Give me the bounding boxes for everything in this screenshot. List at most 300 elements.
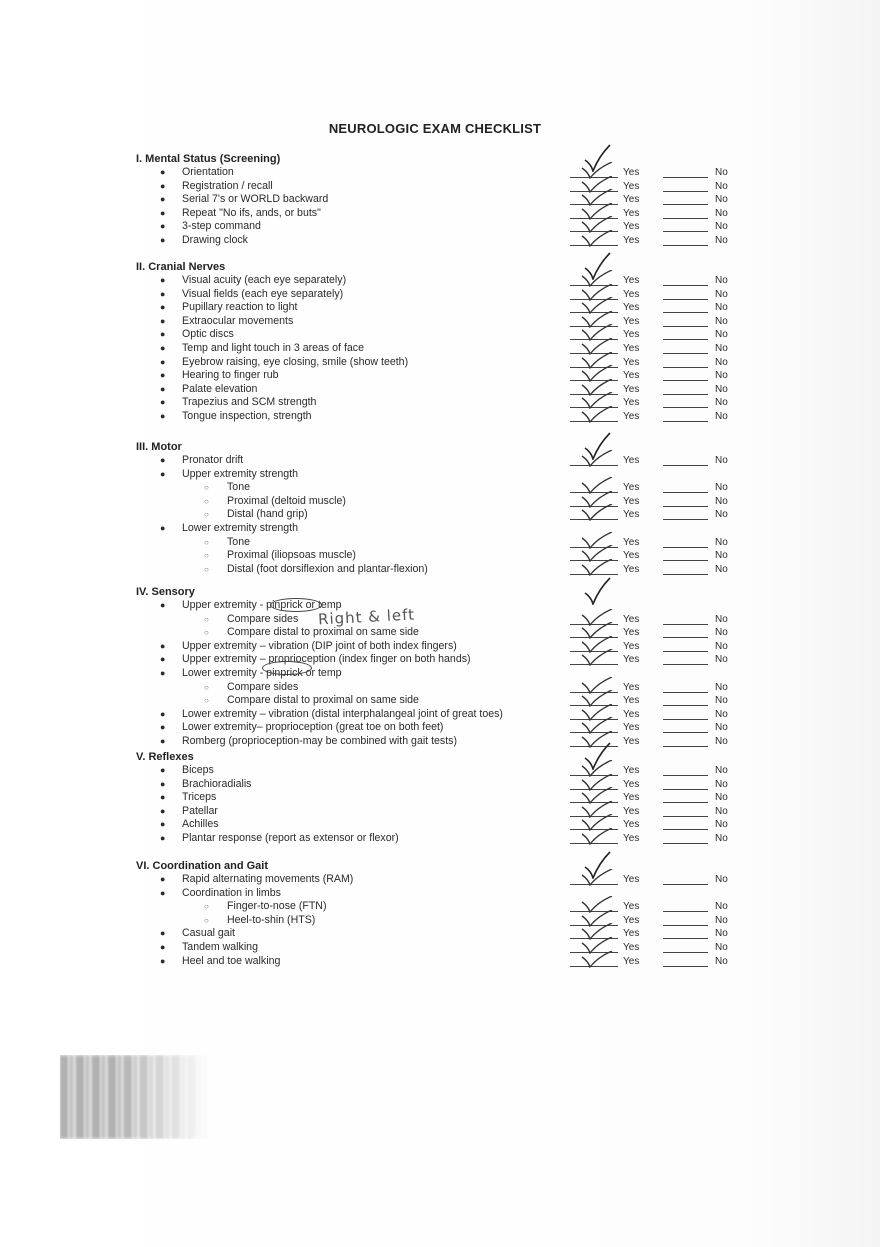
item-label: Coordination in limbs (182, 886, 281, 899)
no-answer-line[interactable] (663, 816, 708, 817)
item-label: Brachioradialis (182, 777, 252, 790)
checklist-item (136, 708, 756, 722)
yes-label: Yes (623, 613, 640, 625)
checklist-item (136, 383, 756, 397)
checklist-item (136, 941, 756, 955)
checklist-item (136, 288, 756, 302)
checklist-item (136, 640, 756, 654)
checklist-item (136, 342, 756, 356)
bullet-icon: ● (160, 221, 166, 232)
no-answer-line[interactable] (663, 966, 708, 967)
no-label: No (715, 495, 728, 507)
item-label: Trapezius and SCM strength (182, 396, 317, 409)
no-answer-line[interactable] (663, 692, 708, 693)
checklist-item (136, 536, 756, 550)
circle-bullet-icon: ○ (204, 510, 209, 520)
bullet-icon: ● (160, 342, 166, 353)
item-label: Tandem walking (182, 940, 258, 953)
bullet-icon: ● (160, 805, 166, 816)
pinprick-circle-mark (270, 598, 322, 612)
checklist-item (136, 681, 756, 695)
yes-label: Yes (623, 550, 640, 562)
section-title: I. Mental Status (Screening) (136, 153, 281, 165)
no-label: No (715, 234, 728, 246)
yes-label: Yes (623, 874, 640, 885)
yes-label: Yes (623, 778, 640, 790)
item-label: Distal (hand grip) (227, 508, 308, 521)
checklist-item (136, 900, 756, 914)
no-answer-line[interactable] (663, 421, 708, 422)
no-label: No (715, 455, 728, 466)
no-label: No (715, 550, 728, 562)
yes-label: Yes (623, 722, 640, 734)
section (136, 152, 756, 248)
circle-bullet-icon: ○ (204, 537, 209, 547)
no-answer-line[interactable] (663, 884, 708, 885)
no-label: No (715, 928, 728, 940)
pinprick-circle-mark (262, 661, 312, 675)
item-label: Lower extremity– proprioception (great toe on both feet) (182, 721, 444, 734)
no-answer-line[interactable] (663, 506, 708, 507)
no-label: No (715, 370, 728, 382)
item-label: Proximal (iliopsoas muscle) (227, 549, 356, 562)
item-label: Tongue inspection, strength (182, 409, 312, 422)
checkmark-icon (580, 828, 614, 845)
no-answer-line[interactable] (663, 574, 708, 575)
item-label: Upper extremity – vibration (DIP joint of both index fingers) (182, 639, 457, 652)
item-label: Drawing clock (182, 233, 248, 246)
no-answer-line[interactable] (663, 624, 708, 625)
section-title: II. Cranial Nerves (136, 261, 226, 273)
yes-label: Yes (623, 819, 640, 831)
no-answer-line[interactable] (663, 299, 708, 300)
checkmark-icon (580, 406, 614, 423)
item-label: Tone (227, 481, 250, 494)
yes-label: Yes (623, 194, 640, 206)
no-label: No (715, 708, 728, 720)
no-answer-line[interactable] (663, 746, 708, 747)
checkmark-icon (580, 450, 614, 467)
no-answer-line[interactable] (663, 789, 708, 790)
section (136, 859, 756, 968)
checkmark-icon (580, 951, 614, 968)
checklist-item (136, 396, 756, 410)
circle-bullet-icon: ○ (204, 696, 209, 706)
no-label: No (715, 221, 728, 233)
checklist-item (136, 481, 756, 495)
checklist-item (136, 764, 756, 778)
no-answer-line[interactable] (663, 312, 708, 313)
item-label: 3-step command (182, 220, 261, 233)
section (136, 750, 756, 846)
bullet-icon: ● (160, 819, 166, 830)
checklist-item (136, 549, 756, 563)
yes-label: Yes (623, 941, 640, 953)
no-answer-line[interactable] (663, 394, 708, 395)
item-label: Lower extremity - pinprick or temp (182, 666, 342, 679)
bullet-icon: ● (160, 735, 166, 746)
yes-label: Yes (623, 482, 640, 494)
item-label: Temp and light touch in 3 areas of face (182, 341, 364, 354)
no-label: No (715, 167, 728, 178)
no-answer-line[interactable] (663, 938, 708, 939)
yes-label: Yes (623, 928, 640, 940)
checklist-item (136, 356, 756, 370)
no-answer-line[interactable] (663, 775, 708, 776)
bullet-icon: ● (160, 383, 166, 394)
checklist-item (136, 599, 756, 613)
item-label: Heel-to-shin (HTS) (227, 913, 316, 926)
bullet-icon: ● (160, 955, 166, 966)
yes-label: Yes (623, 221, 640, 233)
item-label: Plantar response (report as extensor or flexor) (182, 831, 399, 844)
item-label: Upper extremity - pinprick or temp (182, 599, 342, 611)
item-label: Compare distal to proximal on same side (227, 626, 419, 639)
no-answer-line[interactable] (663, 732, 708, 733)
no-label: No (715, 819, 728, 831)
no-answer-line[interactable] (663, 407, 708, 408)
barcode-smudge (60, 1055, 210, 1139)
bullet-icon: ● (160, 654, 166, 665)
checkmark-icon (580, 869, 614, 886)
no-answer-line[interactable] (663, 339, 708, 340)
checklist-item (136, 301, 756, 315)
item-label: Visual fields (each eye separately) (182, 287, 344, 300)
item-label: Orientation (182, 166, 234, 178)
bullet-icon: ● (160, 194, 166, 205)
no-label: No (715, 482, 728, 494)
no-answer-line[interactable] (663, 204, 708, 205)
yes-label: Yes (623, 805, 640, 817)
checklist-item (136, 522, 756, 536)
item-label: Optic discs (182, 328, 234, 341)
yes-label: Yes (623, 370, 640, 382)
no-answer-line[interactable] (663, 353, 708, 354)
item-label: Extraocular movements (182, 314, 294, 327)
yes-label: Yes (623, 901, 640, 913)
item-label: Triceps (182, 791, 217, 804)
bullet-icon: ● (160, 667, 166, 678)
no-label: No (715, 941, 728, 953)
checklist-item (136, 508, 756, 522)
checklist-item (136, 955, 756, 969)
circle-bullet-icon: ○ (204, 483, 209, 493)
no-label: No (715, 654, 728, 666)
checkmark-icon (580, 504, 614, 521)
no-label: No (715, 765, 728, 776)
item-label: Hearing to finger rub (182, 369, 279, 382)
no-answer-line[interactable] (663, 326, 708, 327)
no-answer-line[interactable] (663, 952, 708, 953)
item-label: Tone (227, 535, 250, 548)
item-label: Heel and toe walking (182, 954, 281, 967)
no-answer-line[interactable] (663, 843, 708, 844)
no-answer-line[interactable] (663, 802, 708, 803)
no-answer-line[interactable] (663, 547, 708, 548)
no-label: No (715, 735, 728, 747)
section (136, 440, 756, 576)
item-label: Registration / recall (182, 179, 273, 192)
no-label: No (715, 383, 728, 395)
bullet-icon: ● (160, 234, 166, 245)
bullet-icon: ● (160, 329, 166, 340)
circle-bullet-icon: ○ (204, 614, 209, 624)
circle-bullet-icon: ○ (204, 682, 209, 692)
yes-label: Yes (623, 234, 640, 246)
no-label: No (715, 874, 728, 885)
yes-label: Yes (623, 832, 640, 844)
checklist-item (136, 778, 756, 792)
no-label: No (715, 722, 728, 734)
item-label: Patellar (182, 804, 218, 817)
yes-label: Yes (623, 695, 640, 707)
no-label: No (715, 397, 728, 409)
checklist-item (136, 818, 756, 832)
checklist-item (136, 832, 756, 846)
section-title: IV. Sensory (136, 586, 195, 598)
no-answer-line[interactable] (663, 380, 708, 381)
yes-label: Yes (623, 563, 640, 575)
yes-label: Yes (623, 383, 640, 395)
no-label: No (715, 180, 728, 192)
item-label: Compare distal to proximal on same side (227, 694, 419, 707)
checklist-item (136, 234, 756, 248)
checklist-item (136, 410, 756, 424)
no-label: No (715, 563, 728, 575)
checklist-item (136, 495, 756, 509)
no-label: No (715, 302, 728, 314)
bullet-icon: ● (160, 928, 166, 939)
yes-label: Yes (623, 792, 640, 804)
yes-label: Yes (623, 356, 640, 368)
bullet-icon: ● (160, 302, 166, 313)
section-title: V. Reflexes (136, 751, 194, 763)
no-label: No (715, 315, 728, 327)
item-label: Visual acuity (each eye separately) (182, 274, 347, 286)
bullet-icon: ● (160, 640, 166, 651)
no-label: No (715, 955, 728, 967)
bullet-icon: ● (160, 468, 166, 479)
checklist-item (136, 721, 756, 735)
no-answer-line[interactable] (663, 664, 708, 665)
no-answer-line[interactable] (663, 367, 708, 368)
item-label: Lower extremity strength (182, 521, 298, 534)
checklist-item (136, 274, 756, 288)
no-label: No (715, 792, 728, 804)
circle-bullet-icon: ○ (204, 564, 209, 574)
bullet-icon: ● (160, 600, 166, 610)
document-title: NEUROLOGIC EXAM CHECKLIST (328, 121, 542, 136)
yes-label: Yes (623, 207, 640, 219)
bullet-icon: ● (160, 778, 166, 789)
bullet-icon: ● (160, 887, 166, 898)
checklist-item (136, 207, 756, 221)
bullet-icon: ● (160, 941, 166, 952)
bullet-icon: ● (160, 356, 166, 367)
no-label: No (715, 410, 728, 422)
item-label: Compare sides (227, 612, 299, 625)
no-answer-line[interactable] (663, 719, 708, 720)
checklist-item (136, 667, 756, 681)
no-answer-line[interactable] (663, 231, 708, 232)
no-answer-line[interactable] (663, 285, 708, 286)
checklist-item (136, 694, 756, 708)
no-label: No (715, 778, 728, 790)
no-label: No (715, 509, 728, 521)
no-answer-line[interactable] (663, 492, 708, 493)
circle-bullet-icon: ○ (204, 551, 209, 561)
no-label: No (715, 288, 728, 300)
circle-bullet-icon: ○ (204, 902, 209, 912)
bullet-icon: ● (160, 410, 166, 421)
checkmark-icon (580, 649, 614, 666)
item-label: Romberg (proprioception-may be combined with gait tests) (182, 734, 457, 747)
yes-label: Yes (623, 275, 640, 286)
handwritten-annotation: Right & left (317, 605, 416, 629)
item-label: Distal (foot dorsiflexion and plantar-flexion) (227, 562, 428, 575)
no-label: No (715, 832, 728, 844)
no-answer-line[interactable] (663, 705, 708, 706)
item-label: Compare sides (227, 680, 299, 693)
item-label: Eyebrow raising, eye closing, smile (show teeth) (182, 355, 409, 368)
item-label: Serial 7's or WORLD backward (182, 193, 329, 206)
checklist-item (136, 805, 756, 819)
checklist-item (136, 369, 756, 383)
bullet-icon: ● (160, 370, 166, 381)
checkmark-icon (580, 559, 614, 576)
checklist-item (136, 563, 756, 577)
no-answer-line[interactable] (663, 519, 708, 520)
yes-label: Yes (623, 509, 640, 521)
item-label: Lower extremity – vibration (distal interphalangeal joint of great toes) (182, 707, 503, 720)
no-label: No (715, 640, 728, 652)
bullet-icon: ● (160, 792, 166, 803)
checklist-item (136, 193, 756, 207)
no-answer-line[interactable] (663, 829, 708, 830)
checklist-item (136, 166, 756, 180)
no-label: No (715, 805, 728, 817)
yes-label: Yes (623, 640, 640, 652)
yes-label: Yes (623, 735, 640, 747)
no-answer-line[interactable] (663, 245, 708, 246)
checklist-item (136, 887, 756, 901)
no-answer-line[interactable] (663, 651, 708, 652)
bullet-icon: ● (160, 522, 166, 533)
no-answer-line[interactable] (663, 560, 708, 561)
yes-label: Yes (623, 397, 640, 409)
yes-label: Yes (623, 180, 640, 192)
no-answer-line[interactable] (663, 925, 708, 926)
bullet-icon: ● (160, 315, 166, 326)
item-label: Upper extremity – proprioception (index finger on both hands) (182, 653, 471, 666)
no-answer-line[interactable] (663, 911, 708, 912)
item-label: Achilles (182, 818, 219, 831)
section-title: VI. Coordination and Gait (136, 860, 268, 872)
no-label: No (715, 536, 728, 548)
bullet-icon: ● (160, 207, 166, 218)
bullet-icon: ● (160, 397, 166, 408)
yes-label: Yes (623, 495, 640, 507)
checklist-item (136, 927, 756, 941)
checklist-item (136, 873, 756, 887)
checklist-item (136, 180, 756, 194)
item-label: Pronator drift (182, 454, 244, 466)
bullet-icon: ● (160, 180, 166, 191)
bullet-icon: ● (160, 167, 166, 177)
yes-label: Yes (623, 536, 640, 548)
yes-label: Yes (623, 765, 640, 776)
yes-label: Yes (623, 288, 640, 300)
item-label: Proximal (deltoid muscle) (227, 494, 346, 507)
no-label: No (715, 627, 728, 639)
yes-label: Yes (623, 455, 640, 466)
yes-label: Yes (623, 955, 640, 967)
item-label: Palate elevation (182, 382, 258, 395)
bullet-icon: ● (160, 288, 166, 299)
no-label: No (715, 681, 728, 693)
no-label: No (715, 901, 728, 913)
yes-label: Yes (623, 302, 640, 314)
circle-bullet-icon: ○ (204, 496, 209, 506)
item-label: Rapid alternating movements (RAM) (182, 873, 354, 885)
no-answer-line[interactable] (663, 637, 708, 638)
checklist-item (136, 220, 756, 234)
yes-label: Yes (623, 315, 640, 327)
item-label: Pupillary reaction to light (182, 301, 298, 314)
item-label: Casual gait (182, 927, 235, 940)
no-label: No (715, 356, 728, 368)
checklist-item (136, 914, 756, 928)
item-label: Upper extremity strength (182, 467, 298, 480)
no-label: No (715, 207, 728, 219)
no-answer-line[interactable] (663, 191, 708, 192)
checklist-item (136, 653, 756, 667)
checklist-item (136, 613, 756, 627)
no-answer-line[interactable] (663, 177, 708, 178)
yes-label: Yes (623, 914, 640, 926)
no-label: No (715, 613, 728, 625)
section-title: III. Motor (136, 441, 182, 453)
checklist-item (136, 454, 756, 468)
no-label: No (715, 275, 728, 286)
bullet-icon: ● (160, 832, 166, 843)
checklist-item (136, 735, 756, 749)
yes-label: Yes (623, 410, 640, 422)
no-label: No (715, 329, 728, 341)
section (136, 260, 756, 424)
bullet-icon: ● (160, 874, 166, 884)
circle-bullet-icon: ○ (204, 915, 209, 925)
yes-label: Yes (623, 167, 640, 178)
no-label: No (715, 695, 728, 707)
yes-label: Yes (623, 681, 640, 693)
no-answer-line[interactable] (663, 218, 708, 219)
section (136, 585, 756, 749)
yes-label: Yes (623, 627, 640, 639)
checklist-item (136, 791, 756, 805)
checklist-item (136, 626, 756, 640)
yes-label: Yes (623, 654, 640, 666)
bullet-icon: ● (160, 765, 166, 775)
checkmark-icon (580, 230, 614, 247)
bullet-icon: ● (160, 722, 166, 733)
checklist-item (136, 328, 756, 342)
no-label: No (715, 342, 728, 354)
no-answer-line[interactable] (663, 465, 708, 466)
checklist-item (136, 315, 756, 329)
bullet-icon: ● (160, 455, 166, 465)
item-label: Biceps (182, 764, 214, 776)
